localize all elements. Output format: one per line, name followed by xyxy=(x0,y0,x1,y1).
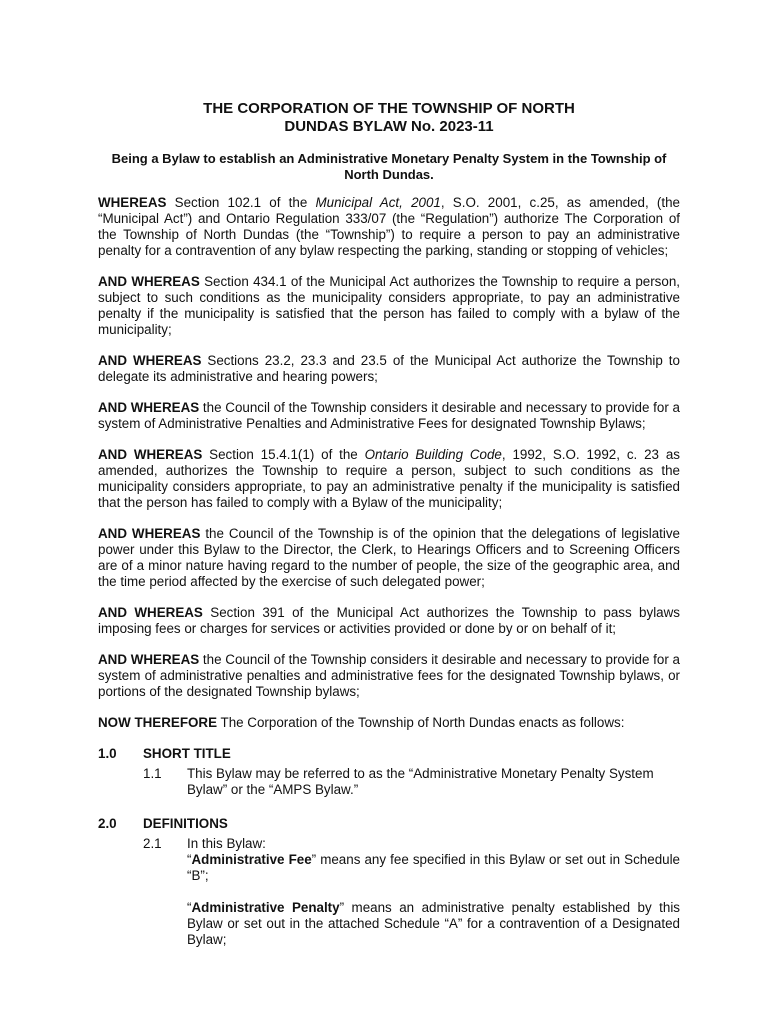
recital-clause-7: AND WHEREAS Section 391 of the Municipal Act authorizes the Township to pass bylaws imposing fees or charges for services or activities provided or done by or on behalf of it; xyxy=(98,605,680,636)
section-1-1: 1.1 This Bylaw may be referred to as the “Administrative Monetary Penalty System Bylaw” or the “AMPS Bylaw.” xyxy=(143,766,654,797)
document-page xyxy=(98,96,680,948)
enacting-clause: NOW THEREFORE The Corporation of the Township of North Dundas enacts as follows: xyxy=(98,715,625,730)
definition-administrative-fee: “Administrative Fee” means any fee specified in this Bylaw or set out in Schedule “B”; xyxy=(187,852,681,883)
recital-clause-6: AND WHEREAS the Council of the Township is of the opinion that the delegations of legislative power under this Bylaw to the Director, the Clerk, to Hearings Officers and to Screening Officers are of a minor nature having regard to the number of people, the size of the geographic area, and the time period affected by the exercise of such delegated power; xyxy=(98,526,680,589)
section-2-1: 2.1 In this Bylaw: xyxy=(143,836,266,851)
recital-clause-2: AND WHEREAS Section 434.1 of the Municipal Act authorizes the Township to require a person, subject to such conditions as the municipality considers appropriate, to pay an administrative penalty if the municipality is satisfied that the person has failed to comply with a bylaw of the municipality; xyxy=(98,274,680,337)
recital-clause-4: AND WHEREAS the Council of the Township considers it desirable and necessary to provide for a system of Administrative Penalties and Administrative Fees for designated Township Bylaws; xyxy=(98,400,680,431)
recital-clause-3: AND WHEREAS Sections 23.2, 23.3 and 23.5 of the Municipal Act authorize the Township to delegate its administrative and hearing powers; xyxy=(98,353,680,384)
recital-clause-8: AND WHEREAS the Council of the Township considers it desirable and necessary to provide for a system of administrative penalties and administrative fees for the designated Township bylaws, or portions of the designated Township bylaws; xyxy=(98,652,680,699)
definition-administrative-penalty: “Administrative Penalty” means an administrative penalty established by this Bylaw or set out in the attached Schedule “A” for a contravention of a Designated Bylaw; xyxy=(187,900,680,947)
recital-clause-1: WHEREAS Section 102.1 of the Municipal Act, 2001, S.O. 2001, c.25, as amended, (the “Municipal Act”) and Ontario Regulation 333/07 (the “Regulation”) authorize The Corporation of the Township of North Dundas (the “Township”) to require a person to pay an administrative penalty for a contravention of any bylaw respecting the parking, standing or stopping of vehicles; xyxy=(98,195,680,258)
document-title xyxy=(98,100,680,136)
title-line-2: DUNDAS BYLAW No. 2023-11 xyxy=(284,118,494,135)
section-2-heading: 2.0 DEFINITIONS xyxy=(98,816,228,831)
title-line-1: THE CORPORATION OF THE TOWNSHIP OF NORTH xyxy=(203,100,575,117)
document-subtitle: Being a Bylaw to establish an Administrative Monetary Penalty System in the Township of North Dundas. xyxy=(111,151,667,182)
recital-clause-5: AND WHEREAS Section 15.4.1(1) of the Ontario Building Code, 1992, S.O. 1992, c. 23 as amended, authorizes the Township to require a person, subject to such conditions as the municipality considers appropriate, to pay an administrative penalty if the municipality is satisfied that the person has failed to comply with a Bylaw of the municipality; xyxy=(98,447,680,510)
section-1-heading: 1.0 SHORT TITLE xyxy=(98,746,231,761)
